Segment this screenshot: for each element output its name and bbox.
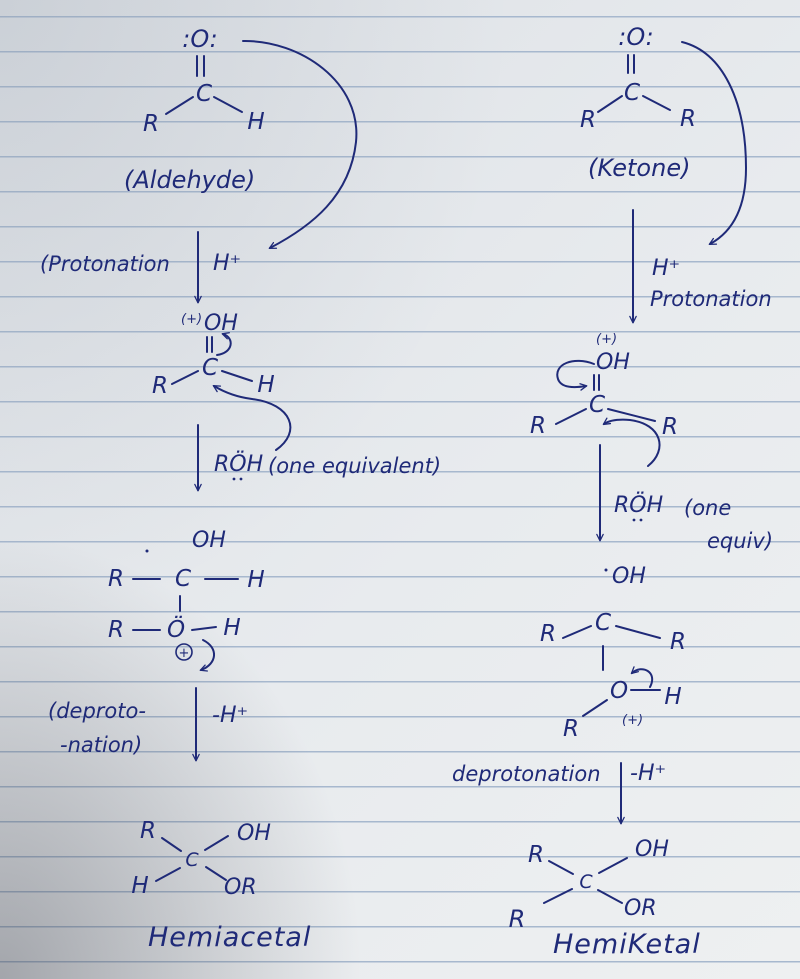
- aldehyde-r-group: R: [143, 111, 159, 137]
- hydroxyl-group: OH: [192, 528, 226, 553]
- bond-line: [544, 889, 572, 903]
- r-group: R: [528, 842, 544, 868]
- aldehyde-adduct: [108, 528, 265, 670]
- proton-loss: -H⁺: [630, 761, 667, 786]
- hydrogen-atom: H: [257, 372, 275, 398]
- hemiacetal-structure: [131, 818, 311, 953]
- carbon-atom: C: [579, 871, 593, 893]
- hemiacetal-title: Hemiacetal: [148, 922, 312, 953]
- r-group: R: [540, 621, 556, 647]
- lone-pair-dot: [633, 519, 636, 522]
- bond-line: [616, 626, 660, 638]
- curved-arrow: [682, 42, 746, 244]
- curved-arrow: [201, 640, 214, 670]
- bond-line: [598, 890, 622, 903]
- bond-line: [599, 858, 627, 873]
- alkoxy-group: OR: [224, 875, 257, 900]
- bond-line: [583, 700, 607, 716]
- bond-line: [643, 96, 670, 110]
- deprotonation-label-line2: -nation): [60, 733, 143, 757]
- hydroxyl-group: OH: [204, 311, 238, 336]
- ink-dot: [605, 569, 608, 572]
- curved-arrow: [632, 669, 652, 687]
- proton-reagent: H⁺: [213, 251, 242, 276]
- r-group: R: [152, 373, 168, 399]
- hydroxyl-group: OH: [635, 837, 669, 862]
- positive-charge: +: [178, 646, 190, 661]
- aldehyde-title: (Aldehyde): [124, 166, 256, 194]
- r-group: R: [140, 818, 156, 844]
- hydrogen-atom: H: [247, 567, 265, 593]
- equivalent-note-line2: equiv): [707, 529, 774, 553]
- curved-arrow: [243, 41, 356, 248]
- positive-charge: (+): [622, 713, 644, 728]
- aldehyde-mechanism: [40, 25, 441, 953]
- deprotonation-label: deprotonation: [452, 762, 601, 786]
- curved-arrow: [604, 420, 660, 466]
- bond-line: [156, 868, 180, 881]
- r-group: R: [530, 413, 546, 439]
- lone-pair-dot: [233, 478, 236, 481]
- aldehyde-hydrogen: H: [247, 109, 265, 135]
- ketone-carbon: C: [623, 80, 641, 106]
- carbon-atom: C: [588, 392, 606, 418]
- bond-line: [549, 861, 573, 874]
- positive-charge: (+): [181, 312, 203, 327]
- protonation-label: (Protonation: [40, 252, 170, 276]
- ink-dot: [146, 550, 149, 553]
- hemiketal-structure: [509, 837, 701, 960]
- curved-arrow: [557, 361, 594, 387]
- hydroxyl-group: OH: [612, 564, 646, 589]
- hydrogen-atom: H: [131, 873, 149, 899]
- alcohol-reagent: RÖH: [214, 452, 264, 477]
- bond-line: [222, 371, 252, 381]
- bond-line: [556, 409, 586, 424]
- curved-arrow: [214, 386, 290, 450]
- ketone-mechanism: [452, 23, 773, 960]
- r-group: R: [662, 414, 678, 440]
- bond-line: [214, 97, 242, 112]
- equivalent-note-line1: (one: [684, 496, 732, 520]
- equivalent-note: (one equivalent): [268, 454, 442, 478]
- carbon-atom: C: [185, 849, 199, 871]
- hydroxyl-group: OH: [596, 350, 630, 375]
- hydrogen-atom: H: [664, 684, 682, 710]
- alkoxy-group: OR: [624, 896, 657, 921]
- proton-loss: -H⁺: [212, 703, 249, 728]
- positive-charge: (+): [596, 332, 618, 347]
- lone-pair-dot: [240, 478, 243, 481]
- ketone-carbonyl-oxygen: :O:: [618, 23, 654, 51]
- curved-arrow: [217, 334, 231, 355]
- bond-line: [172, 371, 198, 384]
- carbon-atom: C: [201, 355, 219, 381]
- carbon-atom: C: [174, 566, 192, 592]
- ketone-adduct: [540, 564, 686, 742]
- r-group: R: [108, 566, 124, 592]
- bond-line: [162, 838, 181, 851]
- bond-line: [205, 836, 228, 850]
- bond-line: [166, 97, 193, 114]
- r-group: R: [563, 716, 579, 742]
- oxygen-atom: O: [609, 678, 629, 704]
- oxygen-atom: Ö: [166, 617, 186, 643]
- hydrogen-atom: H: [223, 615, 241, 641]
- ketone-structure: [580, 23, 696, 182]
- r-group: R: [670, 629, 686, 655]
- r-group: R: [680, 106, 696, 132]
- ketone-title: (Ketone): [588, 154, 691, 182]
- r-group: R: [580, 107, 596, 133]
- aldehyde-carbonyl-oxygen: :O:: [182, 25, 218, 53]
- r-group: R: [508, 905, 526, 933]
- proton-reagent: H⁺: [652, 256, 681, 281]
- bond-line: [192, 627, 216, 630]
- aldehyde-carbon: C: [195, 81, 213, 107]
- bond-line: [598, 96, 622, 112]
- aldehyde-structure: [124, 25, 265, 194]
- alcohol-reagent: RÖH: [614, 493, 664, 518]
- bond-line: [206, 867, 226, 880]
- carbon-atom: C: [594, 610, 612, 636]
- r-group: R: [108, 617, 124, 643]
- hemiketal-title: HemiKetal: [553, 929, 701, 960]
- bond-line: [563, 626, 591, 638]
- lone-pair-dot: [640, 519, 643, 522]
- hydroxyl-group: OH: [237, 821, 271, 846]
- deprotonation-label-line1: (deproto-: [48, 699, 146, 723]
- protonation-label: Protonation: [650, 287, 772, 311]
